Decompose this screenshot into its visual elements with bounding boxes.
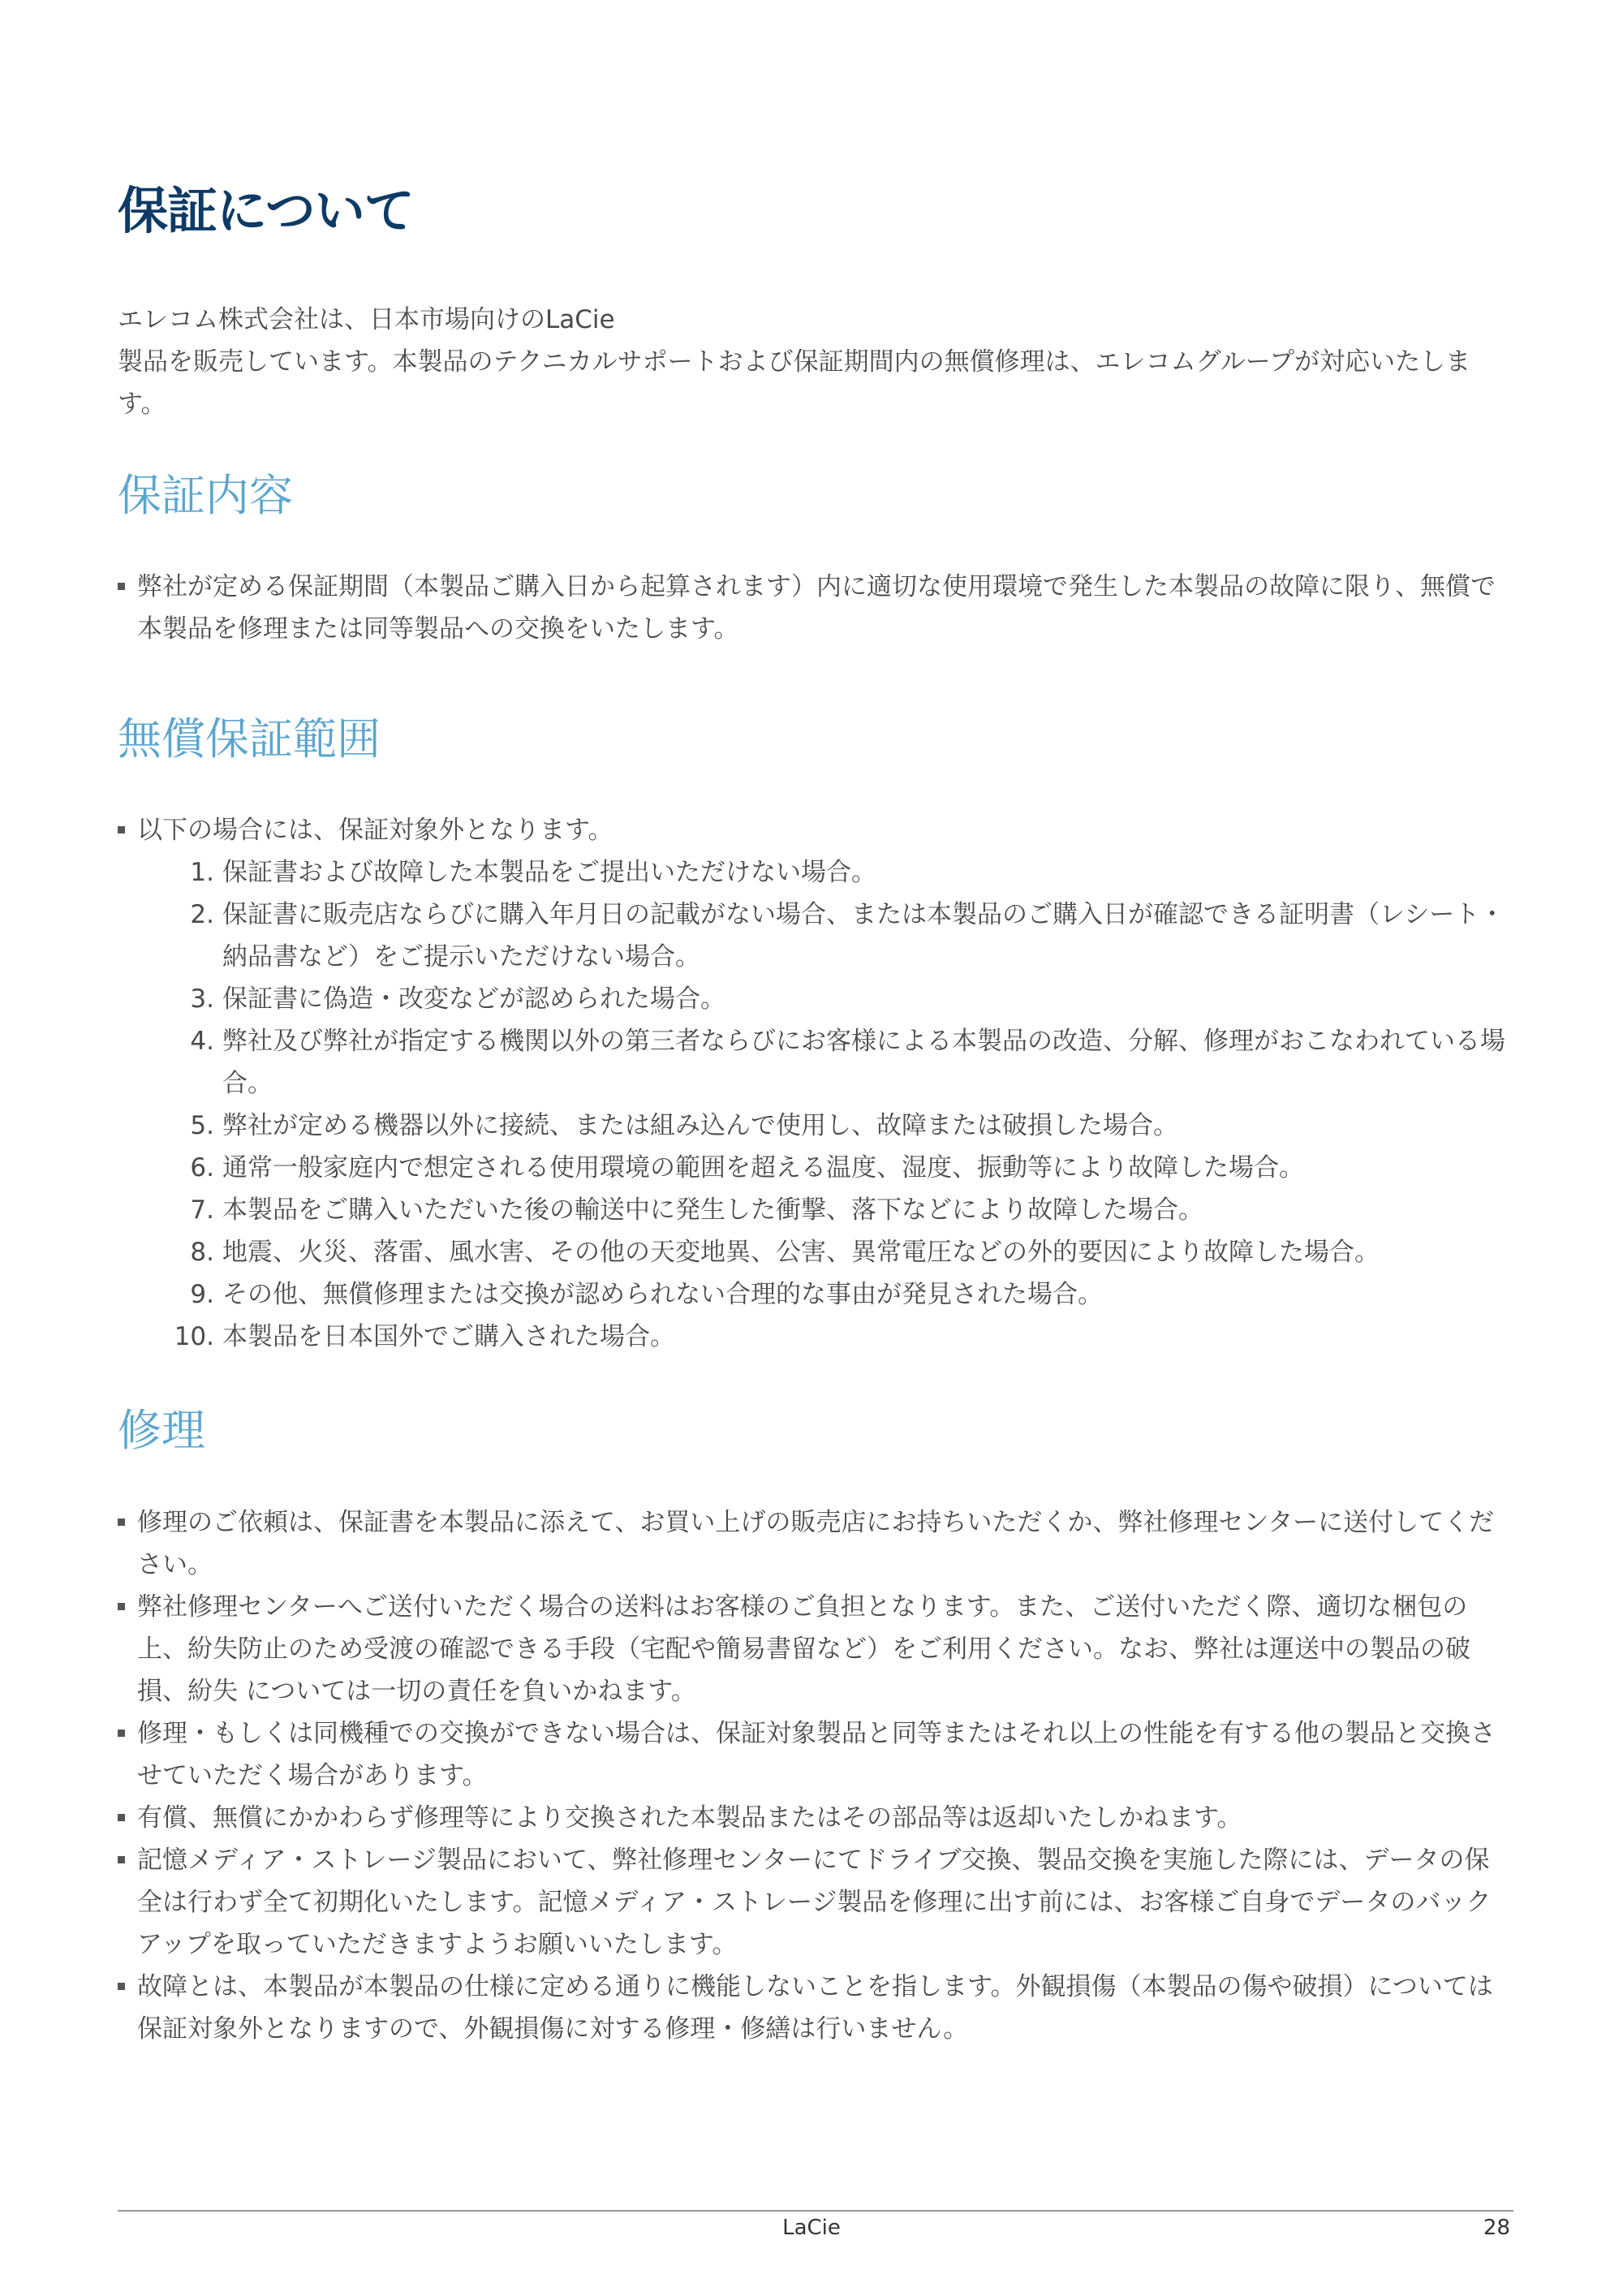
- numbered-item: 9. その他、無償修理または交換が認められない合理的な事由が発見された場合。: [190, 1280, 1103, 1309]
- section-heading-repair: 修理: [118, 1405, 205, 1456]
- numbered-item: 10. 本製品を日本国外でご購入された場合。: [174, 1322, 675, 1351]
- page-title: 保証について: [118, 181, 414, 240]
- numbered-item: 5. 弊社が定める機器以外に接続、または組み込んで使用し、故障または破損した場合。: [190, 1111, 1178, 1140]
- list-item: 修理のご依頼は、保証書を本製品に添えて、お買い上げの販売店にお持ちいただくか、弊社修理センターに送付してください。: [118, 1501, 1513, 1586]
- bullet-square-icon: [118, 1730, 125, 1737]
- numbered-item: 4. 弊社及び弊社が指定する機関以外の第三者ならびにお客様による本製品の改造、分解、修理がおこなわれている場合。: [190, 1027, 1505, 1098]
- numbered-item: 1. 保証書および故障した本製品をご提出いただけない場合。: [190, 858, 876, 887]
- list-item: 以下の場合には、保証対象外となります。 1. 保証書および故障した本製品をご提出いただけない場合。 2. 保証書に販売店ならびに購入年月日の記載がない場合、または本製品のご購入日が確認できる証明書（レシート・納品書など）をご提示いただけない場合。 3. 保証書に偽造・改変などが認められた場合。 4. 弊社及び弊社が指定する機関以外の第三者ならびにお客様による本製品の改造、分解、修理がおこなわれている場合。 5. 弊社が定める機器以外に接続、または組み込んで使用し、故障または破損した場合。 6. 通常一般家庭内で想定される使用環境の範囲を超える温度、湿度、振動等により故障した場合。 7. 本製品をご購入いただいた後の輸送中に発生した衝撃、落下などにより故障した場合。 8. 地震、火災、落雷、風水害、その他の天変地異、公害、異常電圧などの外的要因により故障した場合。 9. その他、無償修理または交換が認められない合理的な事由が発見された場合。 10. 本製品を日本国外でご購入された場合。: [118, 809, 1513, 1358]
- numbered-item: 2. 保証書に販売店ならびに購入年月日の記載がない場合、または本製品のご購入日が確認できる証明書（レシート・納品書など）をご提示いただけない場合。: [190, 900, 1505, 971]
- bullet-square-icon: [118, 1856, 125, 1863]
- footer-divider: [118, 2210, 1513, 2212]
- repair-list: [118, 1501, 1513, 2050]
- list-item: 弊社修理センターへご送付いただく場合の送料はお客様のご負担となります。また、ご送付いただく際、適切な梱包の上、紛失防止のため受渡の確認できる手段（宅配や簡易書留など）をご利用ください。なお、弊社は運送中の製品の破損、紛失 については一切の責任を負いかねます。: [118, 1586, 1513, 1712]
- list-item: 有償、無償にかかわらず修理等により交換された本製品またはその部品等は返却いたしかねます。: [118, 1797, 1513, 1839]
- section-heading-free-warranty-scope: 無償保証範囲: [118, 713, 381, 765]
- bullet-square-icon: [118, 1983, 125, 1990]
- intro-line: 製品を販売しています。本製品のテクニカルサポートおよび保証期間内の無償修理は、エレコムグループが対応いたします。: [118, 347, 1471, 419]
- list-item: 故障とは、本製品が本製品の仕様に定める通りに機能しないことを指します。外観損傷（本製品の傷や破損）については保証対象外となりますので、外観損傷に対する修理・修繕は行いません。: [118, 1966, 1513, 2050]
- numbered-item: 6. 通常一般家庭内で想定される使用環境の範囲を超える温度、湿度、振動等により故障した場合。: [190, 1153, 1304, 1182]
- list-item: 弊社が定める保証期間（本製品ご購入日から起算されます）内に適切な使用環境で発生した本製品の故障に限り、無償で本製品を修理または同等製品への交換をいたします。: [118, 566, 1513, 650]
- numbered-item: 3. 保証書に偽造・改変などが認められた場合。: [190, 984, 725, 1014]
- bullet-square-icon: [118, 1814, 125, 1821]
- footer-page-number: 28: [1483, 2216, 1510, 2240]
- intro-paragraph: [118, 299, 1513, 425]
- list-item: 修理・もしくは同機種での交換ができない場合は、保証対象製品と同等またはそれ以上の性能を有する他の製品と交換させていただく場合があります。: [118, 1712, 1513, 1797]
- footer-brand: LaCie: [782, 2216, 841, 2240]
- intro-line: エレコム株式会社は、日本市場向けのLaCie: [118, 305, 615, 334]
- numbered-item: 7. 本製品をご購入いただいた後の輸送中に発生した衝撃、落下などにより故障した場合。: [190, 1195, 1203, 1225]
- list-item: 記憶メディア・ストレージ製品において、弊社修理センターにてドライブ交換、製品交換を実施した際には、データの保全は行わず全て初期化いたします。記憶メディア・ストレージ製品を修理に出す前には、お客様ご自身でデータのバックアップを取っていただきますようお願いいたします。: [118, 1839, 1513, 1966]
- warranty-content-list: [118, 566, 1513, 650]
- section-heading-warranty-content: 保証内容: [118, 470, 293, 521]
- exclusion-numbered-list: [137, 851, 1513, 1358]
- free-warranty-scope-list: [118, 809, 1513, 1358]
- bullet-square-icon: [118, 826, 125, 834]
- bullet-square-icon: [118, 1603, 125, 1610]
- bullet-square-icon: [118, 1518, 125, 1526]
- bullet-square-icon: [118, 583, 125, 590]
- numbered-item: 8. 地震、火災、落雷、風水害、その他の天変地異、公害、異常電圧などの外的要因により故障した場合。: [190, 1238, 1380, 1267]
